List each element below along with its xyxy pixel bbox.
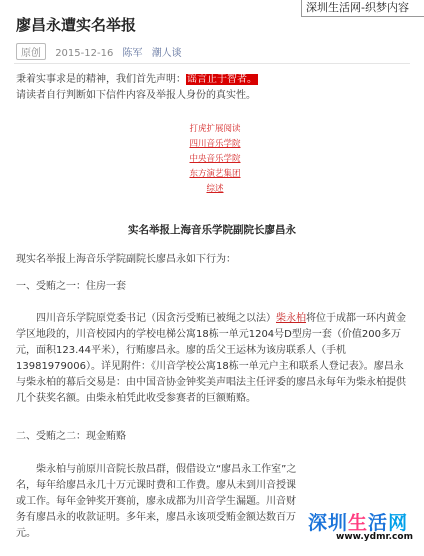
divider [14,63,410,64]
person-link[interactable]: 柴永柏 [276,313,306,324]
related-link-3[interactable]: 东方演艺集团 [189,169,241,179]
related-link-0[interactable]: 打虎扩展阅读 [189,124,241,134]
related-link-4[interactable]: 综述 [206,184,224,194]
section-1-title: 一、受贿之一：住房一套 [16,281,126,292]
intro-text: 秉着实事求是的精神，我们首先声明： [16,74,186,85]
article-title: 廖昌永遭实名举报 [16,16,137,34]
author-link[interactable]: 陈军 [122,48,143,59]
site-tab[interactable]: 深圳生活网-织梦内容 [301,0,424,17]
related-link-1[interactable]: 四川音乐学院 [189,139,241,149]
source-link[interactable]: 潮人谈 [151,48,182,59]
highlight-text: 谣言止于智者。 [187,74,257,85]
section-2-body: 柴永柏与前原川音院长敖昌群，假借设立“廖昌永工作室”之名，每年给廖昌永几十万元课时费和工作费。廖从未到川音授课或工作。每年金钟奖开赛前，廖永成都为川音学生漏题。川音财务有廖昌永的收款证明。多年来，廖昌永该项受贿金额达数百万元。 [16,464,297,539]
article-meta [16,43,188,60]
intro-paragraph [16,72,406,104]
intro-line2: 请读者自行判断如下信件内容及举报人身份的真实性。 [16,90,256,101]
para1-prefix: 四川音乐学院原党委书记（因贪污受贿已被绳之以法） [36,313,276,324]
original-badge: 原创 [16,43,46,60]
section-2-title: 二、受贿之二：现金贿赂 [16,431,126,442]
watermark-url: www.ydmr.com [336,532,413,542]
related-link-2[interactable]: 中央音乐学院 [189,154,241,164]
lead-paragraph: 现实名举报上海音乐学院副院长廖昌永如下行为： [16,254,236,265]
publish-date: 2015-12-16 [55,48,114,59]
report-heading: 实名举报上海音乐学院副院长廖昌永 [128,224,296,236]
related-links [150,122,280,197]
para1-rest: 将位于成都一环内黄金学区地段的，川音校园内的学校电梯公寓18栋一单元1204号D型房一套（价值200多万元，面积123.44平米），行贿廖昌永。廖的岳父王运林为该房联系人（手机13981979006）。详见附件：《川音学校公寓18栋一单元户主和联系人登记表》。廖昌永与柴永柏的幕后交易是：由中国音协金钟奖美声唱法主任评委的廖昌永每年为柴永柏提供几个获奖名额。由柴永柏凭此收受参赛者的巨额贿赂。 [16,313,406,404]
site-watermark-logo: 深圳生活网 www.ydmr.com [308,512,413,542]
section-1-body [16,311,406,407]
